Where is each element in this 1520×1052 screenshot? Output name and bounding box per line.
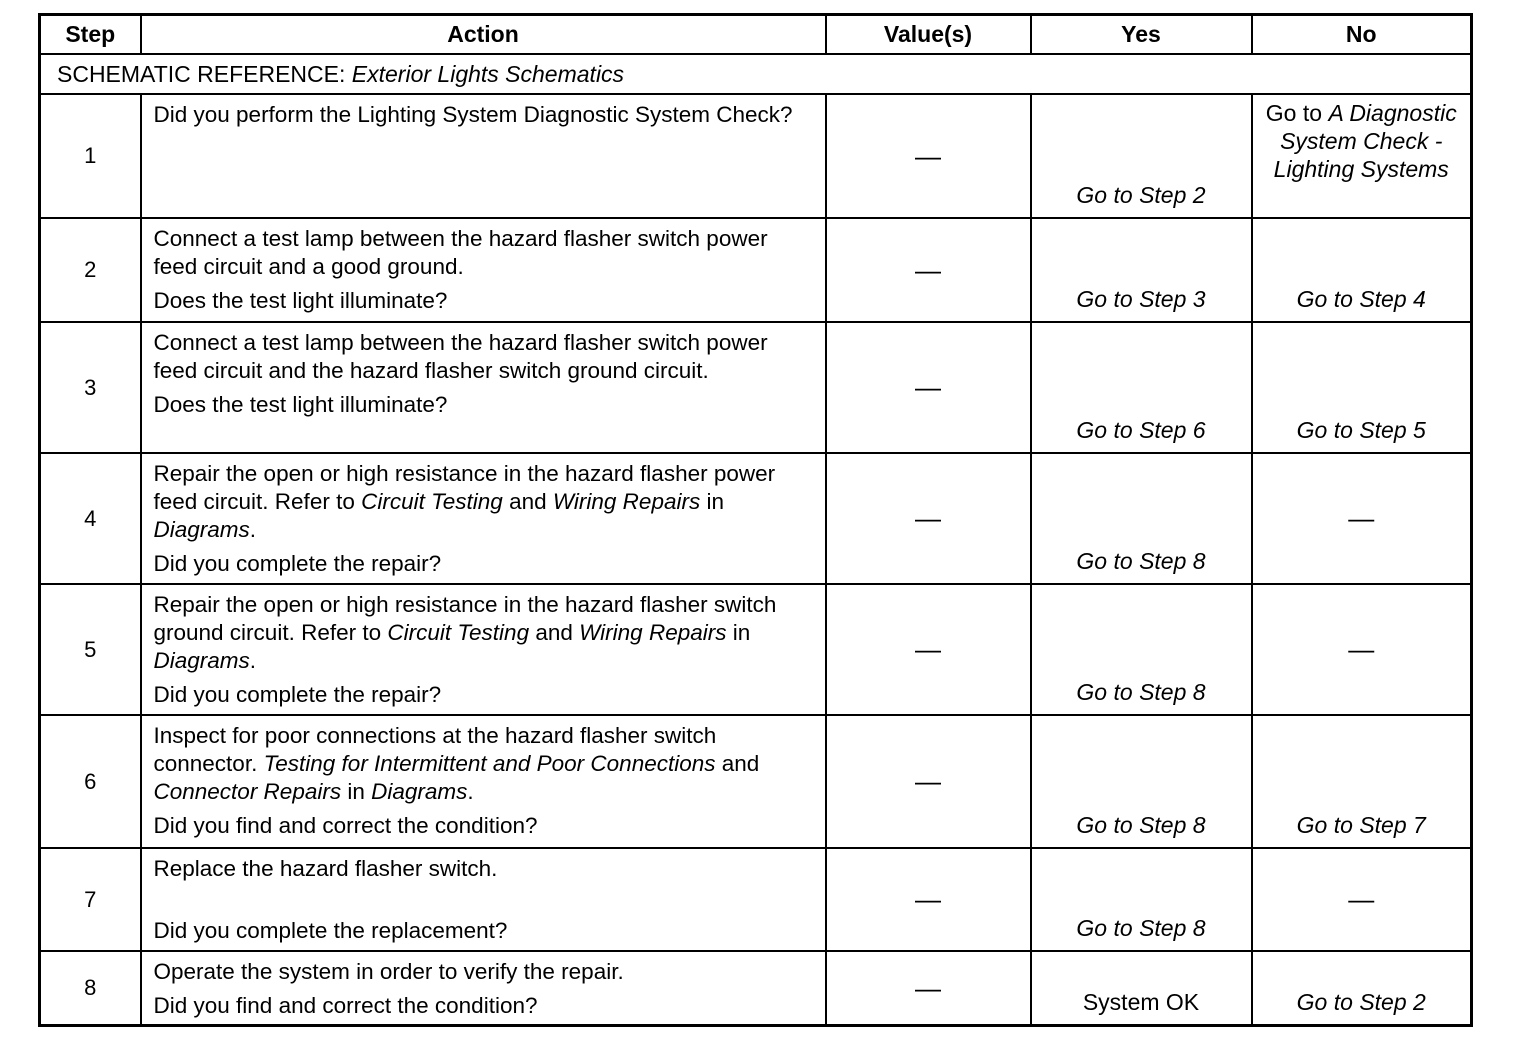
reference-circuit-testing: Circuit Testing	[387, 620, 530, 645]
action-question: Did you complete the repair?	[153, 682, 442, 707]
step-number: 7	[40, 848, 141, 951]
value-cell	[826, 218, 1031, 322]
table-row	[40, 951, 1472, 1026]
action-text: Connect a test lamp between the hazard flasher switch power feed circuit and a good ground.	[153, 226, 768, 279]
value-dash: —	[915, 140, 941, 171]
value-dash: —	[915, 766, 941, 796]
table-row	[40, 322, 1472, 453]
header-values: Value(s)	[826, 15, 1031, 55]
header-yes: Yes	[1031, 15, 1252, 55]
action-cell	[141, 453, 826, 584]
action-question: Does the test light illuminate?	[153, 392, 448, 417]
no-cell: Go to Step 7	[1252, 715, 1472, 848]
header-action: Action	[141, 15, 826, 55]
action-text-part: and	[502, 489, 553, 514]
action-cell	[141, 584, 826, 715]
schematic-reference-link: Exterior Lights Schematics	[351, 60, 625, 87]
action-cell	[141, 951, 826, 1026]
action-cell	[141, 848, 826, 951]
no-cell	[1252, 584, 1472, 715]
value-cell	[826, 584, 1031, 715]
action-question: Did you complete the repair?	[153, 551, 442, 576]
action-text: Did you perform the Lighting System Diagnostic System Check?	[153, 102, 793, 127]
table-row	[40, 94, 1472, 218]
action-question: Did you find and correct the condition?	[153, 813, 538, 838]
no-cell: Go to Step 4	[1252, 218, 1472, 322]
reference-diagrams: Diagrams	[153, 517, 250, 542]
action-cell	[141, 94, 826, 218]
step-number: 4	[40, 453, 141, 584]
action-text-part: in	[341, 779, 372, 804]
value-cell	[826, 94, 1031, 218]
action-text-part: .	[467, 779, 474, 804]
schematic-reference	[40, 54, 1472, 94]
no-link: A Diagnostic System Check - Lighting Systems	[1273, 100, 1457, 182]
action-text-part: Repair the open or high resistance in the hazard flasher power feed circuit. Refer to	[153, 461, 776, 514]
step-number: 3	[40, 322, 141, 453]
reference-circuit-testing: Circuit Testing	[361, 489, 503, 514]
yes-cell: Go to Step 8	[1031, 715, 1252, 848]
reference-wiring-repairs: Wiring Repairs	[579, 620, 727, 645]
action-text-part: .	[249, 517, 257, 542]
action-text-part: in	[700, 489, 724, 514]
value-dash: —	[915, 503, 941, 533]
no-cell	[1252, 94, 1472, 218]
schematic-reference-label: SCHEMATIC REFERENCE:	[57, 60, 352, 87]
action-text	[154, 722, 815, 806]
header-row	[40, 15, 1472, 55]
action-question: Does the test light illuminate?	[153, 288, 448, 313]
reference-intermittent-connections: Testing for Intermittent and Poor Connections	[263, 751, 716, 776]
action-text-part: Repair the open or high resistance in the hazard flasher switch ground circuit. Refer to	[153, 592, 777, 645]
value-cell	[826, 322, 1031, 453]
reference-wiring-repairs: Wiring Repairs	[552, 489, 701, 514]
step-number: 5	[40, 584, 141, 715]
table-row	[40, 218, 1472, 322]
no-dash: —	[1348, 884, 1375, 914]
yes-cell: Go to Step 8	[1031, 453, 1252, 584]
step-number: 8	[40, 951, 141, 1026]
action-question: Did you find and correct the condition?	[153, 993, 538, 1018]
reference-diagrams: Diagrams	[371, 779, 468, 804]
action-cell	[141, 218, 826, 322]
header-no: No	[1252, 15, 1472, 55]
value-cell	[826, 848, 1031, 951]
action-cell	[141, 322, 826, 453]
yes-cell: System OK	[1031, 951, 1252, 1026]
table-row	[40, 848, 1472, 951]
value-cell	[826, 453, 1031, 584]
action-text-part: and	[715, 751, 760, 776]
no-cell: Go to Step 2	[1252, 951, 1472, 1026]
yes-cell: Go to Step 2	[1031, 94, 1252, 218]
header-step: Step	[40, 15, 141, 55]
value-dash: —	[915, 884, 941, 914]
value-dash: —	[915, 634, 941, 664]
schematic-reference-row	[40, 54, 1472, 94]
no-cell	[1252, 848, 1472, 951]
yes-cell: Go to Step 8	[1031, 584, 1252, 715]
action-text-part: Inspect for poor connections at the hazard flasher switch connector.	[153, 723, 717, 776]
no-cell	[1252, 453, 1472, 584]
action-text	[154, 460, 815, 544]
table-row	[40, 584, 1472, 715]
action-cell	[141, 715, 826, 848]
value-dash: —	[915, 372, 941, 402]
yes-cell: Go to Step 3	[1031, 218, 1252, 322]
action-text	[154, 591, 815, 675]
step-number: 2	[40, 218, 141, 322]
reference-connector-repairs: Connector Repairs	[153, 779, 342, 804]
action-text: Replace the hazard flasher switch.	[153, 856, 498, 881]
action-question: Did you complete the replacement?	[153, 918, 508, 943]
action-text: Operate the system in order to verify the repair.	[153, 959, 624, 984]
action-text-part: in	[726, 620, 751, 645]
no-prefix: Go to	[1265, 100, 1329, 126]
table-row	[40, 453, 1472, 584]
step-number: 1	[40, 94, 141, 218]
action-text-part: .	[249, 648, 257, 673]
yes-cell: Go to Step 8	[1031, 848, 1252, 951]
no-dash: —	[1348, 503, 1375, 533]
value-dash: —	[915, 972, 941, 1003]
action-text: Connect a test lamp between the hazard flasher switch power feed circuit and the hazard flasher switch ground circuit.	[153, 330, 768, 383]
no-cell: Go to Step 5	[1252, 322, 1472, 453]
reference-diagrams: Diagrams	[153, 648, 250, 673]
step-number: 6	[40, 715, 141, 848]
diagnostic-table	[38, 13, 1473, 1027]
table-row	[40, 715, 1472, 848]
action-text-part: and	[529, 620, 580, 645]
yes-cell: Go to Step 6	[1031, 322, 1252, 453]
value-cell	[826, 951, 1031, 1026]
value-dash: —	[915, 254, 941, 285]
value-cell	[826, 715, 1031, 848]
no-dash: —	[1348, 634, 1375, 664]
